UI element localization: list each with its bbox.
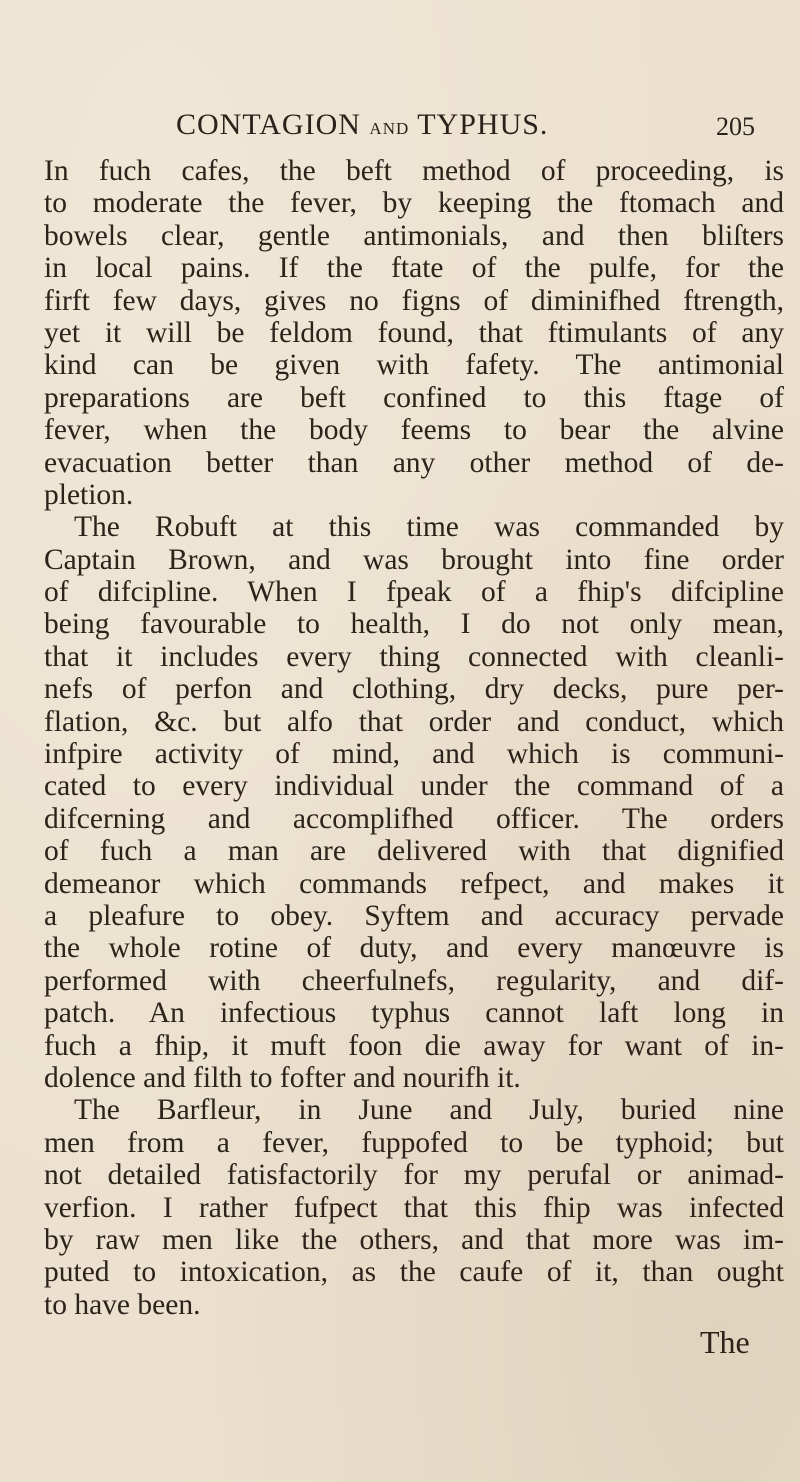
text-line: of difcipline. When I fpeak of a fhip's difcipline — [44, 576, 784, 609]
text-line: being favourable to health, I do not only mean, — [44, 608, 784, 641]
text-line: The Robuft at this time was commanded by — [74, 511, 784, 544]
running-head — [0, 108, 800, 148]
text-line: In fuch cafes, the beft method of proceeding, is — [44, 155, 784, 187]
text-line: difcerning and accomplifhed officer. The orders — [44, 802, 784, 835]
text-line: cated to every individual under the command of a — [44, 770, 784, 803]
running-title — [176, 108, 548, 142]
running-title-conjunction: AND — [369, 119, 410, 138]
text-line: flation, &c. but alfo that order and conduct, which — [44, 705, 784, 738]
text-line: performed with cheerfulnefs, regularity, and dif- — [44, 964, 784, 997]
text-line: to moderate the fever, by keeping the ftomach and — [44, 187, 784, 220]
text-line: of fuch a man are delivered with that dignified — [44, 835, 784, 868]
text-line: by raw men like the others, and that more was im- — [44, 1223, 784, 1256]
page-number: 205 — [716, 112, 755, 141]
text-line: demeanor which commands refpect, and makes it — [44, 867, 784, 900]
text-line: the whole rotine of duty, and every manœuvre is — [44, 932, 784, 965]
text-line: bowels clear, gentle antimonials, and then bliſters — [44, 219, 784, 252]
text-line: kind can be given with fafety. The antimonial — [44, 349, 784, 382]
text-line: men from a fever, fuppofed to be typhoid; but — [44, 1126, 784, 1159]
text-line: to have been. — [44, 1288, 201, 1321]
text-line: preparations are beft confined to this ftage of — [44, 381, 784, 414]
text-line: a pleafure to obey. Syftem and accuracy pervade — [44, 899, 784, 932]
text-line: Captain Brown, and was brought into fine order — [44, 543, 784, 576]
text-line: firft few days, gives no figns of diminifhed ftrength, — [44, 284, 784, 317]
text-line: not detailed fatisfactorily for my perufal or animad- — [44, 1159, 784, 1192]
text-line: fever, when the body feems to bear the alvine — [44, 414, 784, 447]
catchword: The — [700, 1324, 750, 1360]
text-line: infpire activity of mind, and which is communi- — [44, 738, 784, 771]
text-line: patch. An infectious typhus cannot laft long in — [44, 997, 784, 1030]
text-line: nefs of perfon and clothing, dry decks, pure per- — [44, 673, 784, 706]
body-text — [44, 155, 784, 1321]
text-line: dolence and filth to fofter and nourifh it. — [44, 1061, 521, 1094]
text-line: yet it will be feldom found, that ftimulants of any — [44, 316, 784, 349]
running-title-subject: TYPHUS. — [417, 108, 549, 141]
text-line: in local pains. If the ftate of the pulfe, for the — [44, 252, 784, 285]
text-line: evacuation better than any other method of de- — [44, 446, 784, 479]
text-line: fuch a fhip, it muft foon die away for want of in- — [44, 1029, 784, 1062]
text-line: puted to intoxication, as the caufe of it, than ought — [44, 1256, 784, 1289]
running-title-word: CONTAGION — [176, 108, 361, 141]
text-line: pletion. — [44, 478, 134, 511]
text-line: verfion. I rather fufpect that this fhip was infected — [44, 1191, 784, 1224]
text-line: The Barfleur, in June and July, buried nine — [74, 1094, 784, 1127]
text-line: that it includes every thing connected with cleanli- — [44, 640, 784, 673]
